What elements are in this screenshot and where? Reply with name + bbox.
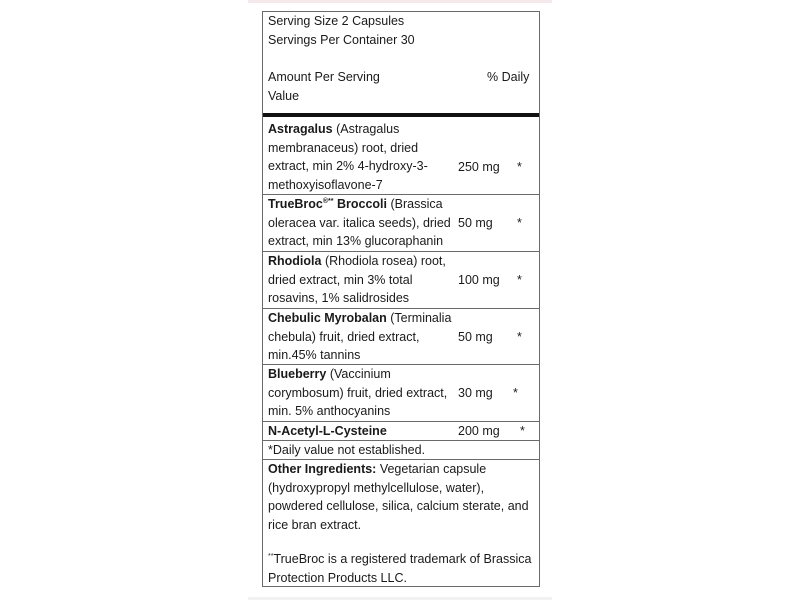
trademark-asterisks: **: [268, 553, 274, 560]
amount-header-line2: Value: [268, 88, 300, 103]
ingredient-name: N-Acetyl-L-Cysteine: [268, 424, 387, 438]
other-ingredients: [268, 460, 536, 534]
ingredient-description: [268, 120, 454, 194]
other-ingredients-text: Vegetarian capsule (hydroxypropyl methylcellulose, water), powdered cellulose, silica, calcium sterate, and rice bran extract.: [268, 462, 529, 532]
ingredient-row-rhodiola: [263, 252, 539, 309]
ingredient-row-chebulic-myrobalan: [263, 309, 539, 365]
ingredient-row-n-acetyl-l-cysteine: [263, 422, 539, 441]
ingredient-detail: (Terminalia chebula) fruit, dried extract, min.45% tannins: [268, 311, 452, 362]
amount-header-line1: Amount Per Serving: [268, 70, 380, 84]
ingredient-amount: 100 mg: [458, 273, 500, 287]
ingredient-daily-value: *: [520, 424, 525, 438]
ingredient-name: TrueBroc®** Broccoli: [268, 197, 387, 211]
supplement-facts-panel: [262, 11, 540, 587]
trademark-note: [268, 550, 538, 587]
ingredient-name: Chebulic Myrobalan: [268, 311, 387, 325]
amount-per-serving-header: [268, 68, 458, 105]
registered-mark: ®**: [322, 198, 334, 205]
ingredient-name: Rhodiola: [268, 254, 322, 268]
ingredient-description: [268, 422, 454, 441]
ingredient-detail: (Astragalus membranaceus) root, dried extract, min 2% 4-hydroxy-3-methoxyisoflavone-7: [268, 122, 428, 192]
other-ingredients-label: Other Ingredients:: [268, 462, 377, 476]
ingredient-row-truebroc: [263, 195, 539, 252]
ingredient-daily-value: *: [517, 273, 522, 287]
thick-divider: [263, 113, 539, 117]
ingredient-daily-value: *: [517, 216, 522, 230]
ingredient-row-astragalus: [263, 120, 539, 195]
ingredient-description: [268, 365, 454, 421]
ingredient-detail: (Brassica oleracea var. italica seeds), dried extract, min 13% glucoraphanin: [268, 197, 451, 248]
ingredient-name: Blueberry: [268, 367, 327, 381]
ingredient-amount: 250 mg: [458, 160, 500, 174]
ingredient-daily-value: *: [517, 330, 522, 344]
ingredient-amount: 50 mg: [458, 330, 493, 344]
ingredient-amount: 30 mg: [458, 386, 493, 400]
footnote-row: [263, 441, 539, 460]
serving-size: Serving Size 2 Capsules: [268, 14, 405, 28]
trademark-text: TrueBroc is a registered trademark of Brassica Protection Products LLC.: [268, 552, 532, 585]
ingredient-detail: (Vaccinium corymbosum) fruit, dried extract, min. 5% anthocyanins: [268, 367, 448, 418]
ingredient-row-blueberry: [263, 365, 539, 422]
ingredient-description: [268, 252, 454, 308]
ingredient-daily-value: *: [517, 160, 522, 174]
top-border-accent: [248, 0, 552, 3]
ingredient-daily-value: *: [513, 386, 518, 400]
ingredient-name: Astragalus: [268, 122, 333, 136]
daily-value-footnote: *Daily value not established.: [268, 443, 426, 457]
ingredient-amount: 50 mg: [458, 216, 493, 230]
servings-per-container: Servings Per Container 30: [268, 33, 415, 47]
ingredient-amount: 200 mg: [458, 424, 500, 438]
ingredient-description: [268, 309, 454, 365]
ingredient-detail: (Rhodiola rosea) root, dried extract, min 3% total rosavins, 1% salidrosides: [268, 254, 446, 305]
ingredient-description: [268, 195, 454, 251]
daily-value-header: % Daily: [487, 70, 530, 84]
serving-info: [268, 12, 534, 50]
